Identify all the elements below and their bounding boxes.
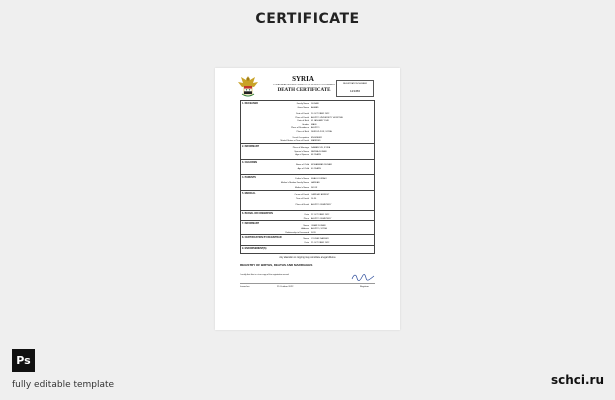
field-label: Gender — [302, 123, 309, 126]
field-label: Time of Death — [296, 197, 309, 200]
field-value: 40 YEARS — [311, 167, 321, 170]
field-label: Mother's Maiden Family Name — [280, 181, 309, 184]
field-value: ALEPPO CEMETERY — [311, 203, 332, 206]
field-registrar-date — [241, 242, 376, 245]
field-label: Place — [303, 217, 309, 220]
section-deceased — [241, 101, 374, 144]
registration-box — [336, 80, 374, 97]
field-value: AHMAD — [311, 106, 319, 109]
certification-text: I certify that this is a true copy of the registration record — [240, 274, 289, 276]
field-label: Date — [304, 241, 309, 244]
section-burial — [241, 211, 374, 221]
field-value: HADDAD — [311, 181, 320, 184]
field-label: Given Name — [297, 106, 309, 109]
registrar-label: Registrar — [360, 286, 369, 288]
field-label: Family Name — [296, 103, 309, 105]
section-title: 1. DECEASED — [242, 102, 258, 105]
registration-label: REGISTRATION NUMBER — [342, 83, 368, 85]
section-medical — [241, 191, 374, 211]
certificate-document — [215, 68, 400, 330]
issued-label: Issued on — [240, 286, 250, 288]
section-title: 2. INFORMANT — [242, 145, 259, 148]
field-marital-status — [241, 140, 376, 143]
field-value: 22 OCTOBER 2022 — [311, 214, 330, 216]
section-title: 3. CHILDREN — [242, 161, 258, 164]
field-label: Date of Death — [296, 113, 309, 115]
field-label: Age of Child — [297, 167, 309, 170]
field-value: DAMASCUS, SYRIA — [311, 147, 331, 149]
alteration-notice: Any alteration or copying may constitute a legal offence — [279, 257, 336, 259]
field-value: CARDIAC ARREST — [311, 194, 330, 196]
field-value: 14:30 — [311, 197, 317, 200]
field-label: Date of Birth — [297, 120, 309, 122]
section-title: 8. CERTIFICATION BY REGISTRAR — [242, 236, 282, 239]
document-subtitle: SYRIAN ARAB REPUBLIC MINISTRY OF INTERIOR CIVIL AFFAIRS — [273, 84, 335, 86]
page-title: CERTIFICATE — [255, 11, 360, 27]
certificate-form — [240, 100, 375, 254]
editable-note: fully editable template — [12, 380, 115, 390]
field-value: MOHAMMAD DURAKI — [311, 164, 333, 166]
field-value: NOOR — [311, 186, 318, 189]
field-label: Date — [304, 214, 309, 216]
section-title: 5. MEDICAL — [242, 192, 256, 195]
field-value: ALEPPO CEMETERY — [311, 217, 332, 220]
section-title: 6. BURIAL OR CREMATION — [242, 212, 273, 215]
field-value: ALEPPO UNIVERSITY HOSPITAL — [311, 116, 344, 119]
field-place-of-burial — [241, 204, 376, 207]
field-label: Name — [303, 224, 309, 227]
registration-value: 123456 — [349, 89, 360, 93]
field-spouse-age — [241, 154, 376, 157]
field-value: 01 JANUARY 1948 — [311, 120, 329, 122]
field-value: YOUSEF NASSER — [311, 238, 329, 240]
field-value: MARRIED — [311, 140, 321, 142]
field-value: FATIMA DURAKI — [311, 150, 327, 153]
field-label: Marital Status at Time of Death — [280, 140, 309, 142]
field-value: 25 OCTOBER 2022 — [311, 241, 330, 244]
field-label: Place of Marriage — [292, 147, 309, 149]
field-value: SON — [311, 231, 316, 234]
field-label: Usual Occupation — [292, 136, 309, 139]
field-label: Address — [301, 228, 309, 230]
field-value: DURAKI — [311, 103, 319, 105]
signature-icon — [350, 272, 376, 282]
eagle-emblem-icon — [237, 74, 259, 98]
section-informant — [241, 221, 374, 235]
field-value: 68 YEARS — [311, 154, 321, 156]
field-label: Spouse's Name — [294, 150, 309, 153]
issued-date: 25 October 2022 — [277, 286, 294, 288]
section-registrar — [241, 235, 374, 246]
field-value: MALE — [311, 123, 317, 126]
field-time-of-death — [241, 198, 376, 201]
field-label: Name of Child — [295, 164, 309, 166]
field-value: ALEPPO, SYRIA — [311, 228, 327, 230]
field-value: ENGINEER — [311, 136, 322, 139]
field-label: Mother's Name — [294, 186, 309, 189]
field-label: Place of Death — [295, 116, 309, 119]
field-label: Place of Residence — [291, 127, 309, 129]
footer-divider — [240, 283, 375, 284]
section-title: 9. ENDORSEMENT(S) — [242, 247, 267, 250]
field-label: Name — [303, 238, 309, 240]
field-label: Age of Spouse — [295, 154, 309, 156]
field-value: ALEPPO — [311, 127, 320, 129]
section-children — [241, 160, 374, 175]
site-name: schci.ru — [550, 373, 604, 387]
section-title: 7. INFORMANT — [242, 222, 259, 225]
field-child-age — [241, 168, 376, 171]
field-value: OMAR DURAKI — [311, 224, 326, 227]
field-value: 20 OCTOBER 2022 — [311, 113, 330, 115]
document-title: DEATH CERTIFICATE — [277, 88, 331, 93]
section-spouse — [241, 144, 374, 160]
section-endorsements — [241, 246, 374, 254]
field-value: KHALIL DURAKI — [311, 178, 327, 180]
field-mother-maiden-name — [241, 182, 376, 185]
field-mother-name — [241, 187, 376, 190]
registry-heading: REGISTRY OF BIRTHS, DEATHS AND MARRIAGES — [240, 263, 313, 267]
field-place-of-birth — [241, 131, 376, 134]
field-label: Cause of Death — [294, 194, 309, 196]
photoshop-logo-icon: Ps — [12, 349, 35, 372]
field-given-name — [241, 107, 376, 110]
section-parents — [241, 175, 374, 191]
field-label: Relationship to Deceased — [285, 231, 309, 234]
section-title: 4. PARENTS — [242, 176, 256, 179]
country-name: SYRIA — [292, 75, 314, 83]
field-label: Place of Birth — [296, 130, 309, 133]
field-label: Father's Name — [295, 178, 309, 180]
field-label: Place of Burial — [295, 203, 309, 206]
field-value: DEIR EZ-ZOR, SYRIA — [311, 130, 332, 133]
